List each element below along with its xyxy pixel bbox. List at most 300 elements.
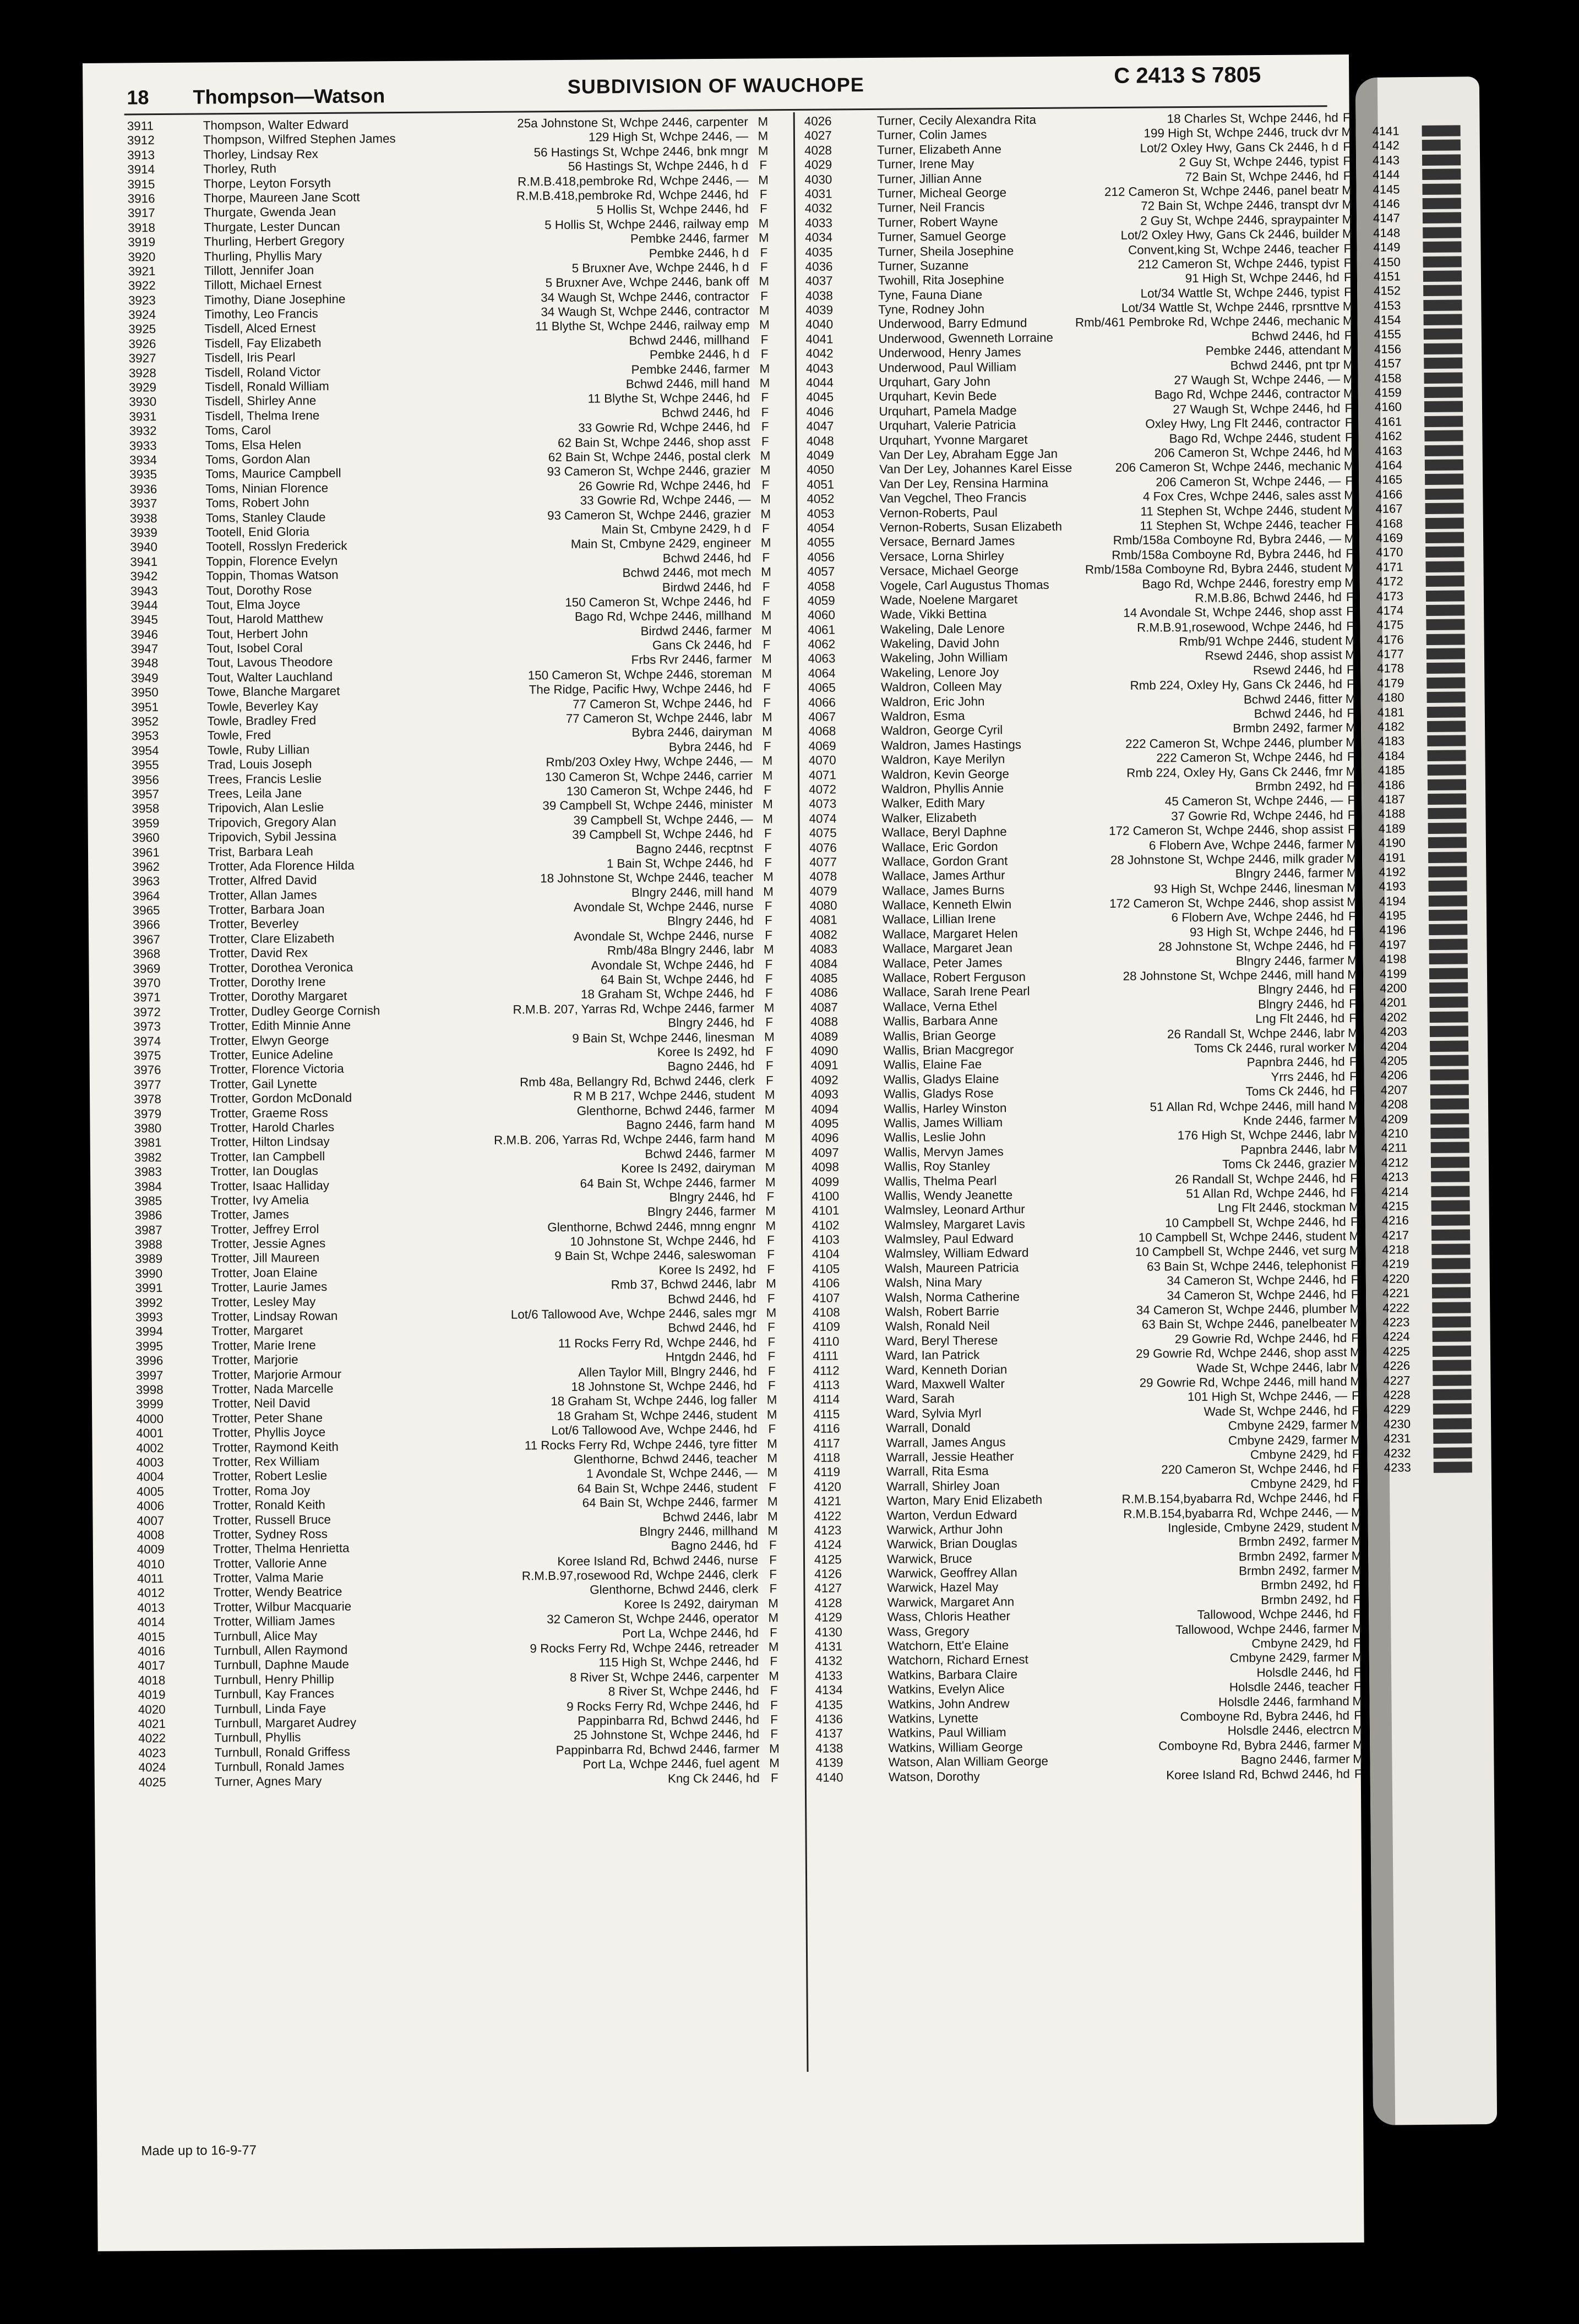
entry-address: R.M.B.154,byabarra Rd, Wchpe 2446, hd [1121, 1491, 1348, 1506]
entry-sex: M [763, 812, 774, 826]
entry-address: Bago Rd, Wchpe 2446, contractor [1154, 386, 1341, 402]
entry-sex: M [766, 1306, 777, 1320]
entry-address: 150 Cameron St, Wchpe 2446, storeman [527, 667, 752, 683]
entry-name: Van Vegchel, Theo Francis [879, 490, 1027, 506]
obscured-text [1428, 793, 1466, 805]
next-page-entry-number: 4163 [1375, 443, 1402, 458]
entry-address: Wade St, Wchpe 2446, labr [1196, 1360, 1347, 1375]
entry-address: 8 River St, Wchpe 2446, carpenter [569, 1669, 759, 1684]
obscured-text [1427, 735, 1466, 747]
entry-name: Wakeling, Dale Lenore [880, 621, 1005, 636]
entry-number: 4098 [811, 1160, 839, 1174]
entry-name: Trotter, Sydney Ross [213, 1526, 328, 1542]
next-page-entry-number: 4204 [1380, 1039, 1408, 1054]
next-page-entry-number: 4210 [1381, 1126, 1408, 1141]
entry-sex: F [760, 332, 769, 347]
entry-name: Walker, Elizabeth [881, 810, 977, 825]
entry-name: Thorpe, Leyton Forsyth [203, 176, 331, 191]
entry-sex: F [765, 957, 773, 972]
obscured-text [1423, 299, 1462, 311]
entry-address: 93 High St, Wchpe 2446, linesman [1153, 880, 1344, 896]
entry-address: Pappinbarra Rd, Bchwd 2446, hd [578, 1712, 760, 1728]
entry-sex: F [1353, 1607, 1361, 1621]
entry-name: Watson, Dorothy [888, 1769, 980, 1784]
entry-name: Warrall, Rita Esma [886, 1464, 989, 1479]
obscured-text [1433, 1447, 1472, 1459]
next-page-entry [1379, 835, 1472, 850]
entry-name: Vernon-Roberts, Susan Elizabeth [879, 519, 1063, 534]
entry-sex: M [764, 1102, 775, 1116]
entry-address: Bagno 2446, farmer [1240, 1752, 1350, 1767]
entry-address: 10 Johnstone St, Wchpe 2446, hd [570, 1233, 756, 1248]
entry-sex: M [1348, 1112, 1359, 1127]
entry-name: Tyne, Fauna Diane [878, 287, 983, 302]
next-page-entry-number: 4211 [1381, 1141, 1408, 1155]
entry-name: Waldron, Phyllis Annie [881, 781, 1004, 796]
entry-sex: M [767, 1494, 778, 1509]
entry-address: Convent,king St, Wchpe 2446, teacher [1128, 241, 1340, 257]
entry-address: Blngry 2446, hd [1258, 996, 1345, 1011]
entry-address: Comboyne Rd, Bybra 2446, hd [1180, 1708, 1350, 1724]
next-page-entry-number: 4161 [1375, 414, 1402, 429]
next-page-entry-number: 4169 [1375, 531, 1403, 545]
entry-sex: F [1348, 909, 1356, 924]
entry-sex: F [770, 1727, 778, 1741]
entry-name: Tripovich, Sybil Jessina [208, 829, 337, 844]
next-page-entry-number: 4216 [1381, 1213, 1409, 1228]
entry-name: Urquhart, Pamela Madge [879, 403, 1017, 418]
entry-number: 4085 [810, 971, 838, 985]
entry-number: 4026 [804, 114, 832, 128]
entry-sex: M [1342, 183, 1353, 197]
entry-sex: F [765, 1015, 774, 1029]
entry-name: Trotter, Jill Maureen [211, 1251, 320, 1265]
next-page-entry [1374, 254, 1467, 270]
entry-number: 4040 [805, 317, 834, 332]
next-page-entry-number: 4208 [1380, 1097, 1408, 1111]
next-page-entry-number: 4226 [1383, 1359, 1411, 1373]
entry-address: 56 Hastings St, Wchpe 2446, bnk mngr [533, 144, 749, 160]
entry-name: Trotter, Nada Marcelle [211, 1381, 334, 1396]
entry-address: Papnbra 2446, hd [1246, 1055, 1345, 1070]
entry-sex: F [1347, 750, 1355, 764]
entry-address: 9 Bain St, Wchpe 2446, linesman [572, 1030, 755, 1045]
entry-name: Urquhart, Yvonne Margaret [879, 432, 1028, 448]
next-page-entry-number: 4149 [1373, 240, 1401, 254]
entry-name: Tisdell, Roland Victor [204, 364, 321, 380]
next-page-entry-number: 4188 [1378, 806, 1406, 821]
next-page-entry-number: 4220 [1382, 1272, 1409, 1286]
entry-sex: F [1346, 662, 1354, 677]
next-page-entry [1384, 1416, 1477, 1432]
next-page-entry [1375, 428, 1468, 444]
entry-name: Toppin, Thomas Watson [206, 568, 339, 583]
entry-sex: F [769, 1480, 777, 1494]
entry-sex: F [1346, 677, 1354, 691]
page-title: SUBDIVISION OF WAUCHOPE [567, 73, 864, 98]
entry-address: 18 Graham St, Wchpe 2446, student [557, 1408, 758, 1423]
entry-number: 3947 [130, 642, 159, 656]
entries-column-left [127, 114, 794, 1790]
entry-number: 3934 [129, 453, 157, 467]
entry-address: Bchwd 2446, farmer [645, 1146, 755, 1161]
next-page-entry-number: 4143 [1372, 153, 1400, 167]
next-page-entry-number: 4227 [1383, 1373, 1411, 1388]
entry-number: 3966 [132, 918, 160, 932]
obscured-text [1433, 1360, 1471, 1372]
entry-address: Pappinbarra Rd, Bchwd 2446, farmer [556, 1742, 760, 1757]
entry-name: Ward, Ian Patrick [885, 1348, 980, 1363]
obscured-text [1424, 329, 1462, 340]
entry-number: 4111 [813, 1349, 839, 1363]
entry-sex: F [765, 1044, 774, 1059]
entry-name: Walsh, Nina Mary [885, 1275, 982, 1290]
entry-name: Walsh, Maureen Patricia [885, 1261, 1019, 1275]
entry-number: 4072 [809, 782, 837, 797]
entry-address: 63 Bain St, Wchpe 2446, panelbeater [1141, 1316, 1347, 1332]
entry-sex: F [767, 1262, 775, 1276]
entry-address: 4 Fox Cres, Wchpe 2446, sales asst [1142, 488, 1341, 504]
entry-sex: F [765, 972, 773, 986]
entry-sex: M [1349, 1243, 1360, 1258]
entry-name: Wallis, Brian Macgregor [883, 1043, 1014, 1057]
next-page-entry-number: 4209 [1381, 1111, 1408, 1126]
next-page-entry [1379, 908, 1473, 923]
entry-sex: F [763, 739, 771, 754]
entry-name: Tripovich, Alan Leslie [208, 800, 324, 815]
entry-address: 34 Cameron St, Wchpe 2446, hd [1167, 1273, 1347, 1288]
entry-address: Holsdle 2446, farmhand [1218, 1694, 1349, 1709]
entry-sex: M [765, 1117, 775, 1131]
entry-sex: M [1345, 691, 1356, 706]
entry-number: 3927 [128, 351, 156, 365]
entry-number: 4105 [812, 1262, 840, 1276]
entry-sex: F [1354, 1766, 1362, 1781]
entry-number: 3917 [127, 206, 155, 220]
next-page-entry [1373, 167, 1466, 182]
entry-number: 4047 [806, 419, 834, 434]
entry-number: 4067 [808, 710, 836, 724]
obscured-text [1427, 692, 1466, 703]
entry-sex: M [761, 565, 771, 579]
next-page-entry [1373, 211, 1467, 226]
entry-number: 4046 [806, 405, 834, 419]
entry-sex: F [1352, 1490, 1360, 1505]
entry-sex: F [770, 1712, 778, 1727]
entry-sex: M [1343, 386, 1354, 401]
entry-number: 3996 [135, 1354, 164, 1368]
entry-sex: M [763, 870, 774, 884]
entry-number: 3978 [134, 1092, 162, 1106]
entry-sex: F [1351, 1273, 1359, 1287]
entry-address: Comboyne Rd, Bybra 2446, farmer [1158, 1737, 1350, 1753]
entry-sex: F [761, 478, 770, 492]
entry-name: Turnbull, Ronald James [214, 1759, 345, 1774]
entry-number: 3942 [130, 569, 158, 583]
entry-address: Holsdle 2446, teacher [1229, 1679, 1349, 1694]
next-page-entry [1382, 1213, 1475, 1229]
entry-sex: F [760, 245, 768, 259]
entry-sex: F [767, 1291, 775, 1306]
entry-number: 4101 [812, 1203, 840, 1218]
entry-name: Ward, Maxwell Walter [885, 1377, 1005, 1392]
entry-number: 4051 [807, 477, 835, 492]
entry-sex: F [764, 783, 772, 797]
entry-sex: M [1345, 648, 1355, 662]
entry-name: Tout, Elma Joyce [206, 597, 301, 612]
entry-sex: M [759, 303, 770, 318]
entry-name: Trotter, Isaac Halliday [210, 1178, 330, 1193]
entry-sex: M [1349, 1200, 1359, 1214]
entry-address: Koree Is 2492, hd [657, 1044, 755, 1059]
entry-address: 212 Cameron St, Wchpe 2446, panel beatr [1104, 183, 1339, 199]
entry-name: Waldron, James Hastings [881, 737, 1022, 752]
entry-sex: M [767, 1524, 778, 1538]
entry-number: 4013 [137, 1600, 165, 1615]
entry-sex: F [1350, 1171, 1358, 1185]
entry-name: Watkins, Barbara Claire [887, 1667, 1018, 1682]
entry-sex: M [765, 1218, 776, 1233]
next-page-entry [1382, 1314, 1476, 1330]
entry-number: 3924 [128, 308, 156, 322]
entry-name: Warwick, Margaret Ann [887, 1595, 1015, 1610]
entry-name: Ward, Sarah [885, 1392, 955, 1406]
entry-address: Bchwd 2446, fitter [1243, 691, 1343, 706]
next-page-entry-number: 4225 [1382, 1344, 1411, 1359]
entry-number: 4086 [810, 985, 838, 1000]
entry-sex: M [768, 1596, 778, 1611]
entry-number: 4089 [810, 1029, 838, 1044]
entry-sex: M [1349, 1316, 1360, 1330]
entry-number: 3937 [129, 497, 157, 511]
entry-sex: F [767, 1349, 776, 1363]
obscured-text [1425, 445, 1463, 456]
next-page-entry [1376, 516, 1469, 531]
obscured-text [1431, 1258, 1470, 1270]
entries-column-right [804, 111, 1366, 1785]
obscured-text [1432, 1316, 1471, 1328]
entry-name: Versace, Lorna Shirley [880, 549, 1004, 564]
entry-address: 130 Cameron St, Wchpe 2446, hd [566, 783, 753, 798]
entry-address: 8 River St, Wchpe 2446, hd [608, 1683, 759, 1699]
entry-number: 4095 [811, 1116, 839, 1131]
entry-address: Bago Rd, Wchpe 2446, student [1169, 430, 1341, 445]
entry-address: Bagno 2446, recptnst [636, 841, 754, 856]
entry-name: Turner, Agnes Mary [214, 1774, 322, 1788]
next-page-entry-number: 4147 [1373, 211, 1401, 226]
entry-sex: M [1348, 1156, 1359, 1171]
entry-number: 4041 [805, 332, 834, 346]
entry-address: Pembke 2446, farmer [630, 231, 749, 246]
entry-name: Trotter, Ronald Keith [213, 1498, 325, 1513]
entry-sex: F [1344, 430, 1353, 444]
entry-address: 11 Blythe St, Wchpe 2446, railway emp [535, 318, 750, 334]
entry-name: Wakeling, Lenore Joy [880, 665, 999, 680]
entry-address: Port La, Wchpe 2446, hd [622, 1625, 759, 1640]
next-page-entry [1382, 1257, 1475, 1272]
entry-address: 64 Bain St, Wchpe 2446, farmer [580, 1175, 756, 1191]
entry-number: 3976 [133, 1063, 161, 1077]
entry-number: 3969 [133, 961, 161, 976]
entry-number: 3930 [129, 395, 157, 409]
entry-address: Birdwd 2446, farmer [640, 623, 752, 638]
next-page-entry [1374, 356, 1468, 372]
entry-sex: F [762, 579, 770, 593]
entry-sex: M [765, 1204, 776, 1218]
entry-sex: M [1350, 1360, 1361, 1374]
entry-name: Trotter, Ian Campbell [210, 1149, 325, 1164]
obscured-text [1425, 517, 1464, 529]
obscured-text [1426, 677, 1465, 689]
obscured-text [1426, 575, 1464, 587]
entry-name: Tout, Harold Matthew [206, 612, 323, 626]
entry-address: R.M.B.154,byabarra Rd, Wchpe 2446, — [1123, 1505, 1348, 1521]
entry-number: 3933 [129, 438, 157, 453]
entry-name: Trotter, Wilbur Macquarie [213, 1599, 352, 1614]
entry-address: 34 Cameron St, Wchpe 2446, hd [1167, 1287, 1347, 1302]
entry-name: Wallis, Thelma Pearl [884, 1173, 997, 1188]
entry-number: 4014 [137, 1615, 165, 1629]
entry-address: 222 Cameron St, Wchpe 2446, hd [1156, 750, 1343, 765]
next-page-entry-number: 4155 [1374, 327, 1401, 342]
entry-address: 6 Flobern Ave, Wchpe 2446, farmer [1148, 837, 1344, 853]
entry-address: 39 Campbell St, Wchpe 2446, — [573, 812, 753, 827]
entry-name: Trad, Louis Joseph [207, 757, 312, 772]
entry-name: Wallace, Margaret Jean [883, 941, 1012, 956]
entry-name: Turnbull, Phyllis [214, 1730, 301, 1745]
next-page-entry-number: 4218 [1382, 1242, 1409, 1257]
entry-name: Warrall, James Angus [886, 1434, 1006, 1450]
entry-sex: M [759, 376, 770, 390]
entry-sex: F [1353, 1679, 1362, 1694]
obscured-text [1426, 648, 1465, 659]
entry-number: 4128 [814, 1596, 842, 1610]
obscured-text [1425, 459, 1463, 471]
entry-address: Toms Ck 2446, rural worker [1194, 1040, 1345, 1055]
entry-address: 25a Johnstone St, Wchpe 2446, carpenter [517, 114, 748, 130]
entry-address: 51 Allan Rd, Wchpe 2446, mill hand [1150, 1098, 1346, 1114]
entry-number: 4062 [808, 637, 836, 651]
entry-number: 4094 [811, 1102, 839, 1116]
entry-number: 4073 [809, 797, 837, 811]
entry-name: Tout, Isobel Coral [206, 641, 303, 656]
obscured-text [1424, 386, 1463, 398]
next-page-entry-number: 4230 [1384, 1417, 1411, 1431]
entry-address: Bchwd 2446, hd [668, 1291, 756, 1306]
entry-address: R.M.B.418,pembroke Rd, Wchpe 2446, hd [516, 187, 749, 203]
entry-sex: F [763, 681, 771, 695]
entry-sex: M [761, 623, 772, 637]
entry-sex: F [1345, 473, 1353, 488]
entry-address: Blngry 2446, farmer [1235, 953, 1344, 968]
next-page-entry-number: 4150 [1373, 254, 1401, 269]
entry-address: 130 Cameron St, Wchpe 2446, carrier [545, 768, 753, 784]
entry-sex: F [1346, 590, 1354, 604]
entry-sex: F [1349, 1069, 1357, 1083]
next-page-entry-number: 4164 [1375, 458, 1402, 472]
entry-number: 4140 [815, 1770, 843, 1785]
entry-sex: M [767, 1436, 777, 1450]
entry-sex: M [763, 884, 774, 899]
obscured-text [1431, 1186, 1469, 1197]
entry-number: 3961 [132, 845, 160, 859]
entry-name: Turner, Elizabeth Anne [877, 142, 1001, 157]
entry-name: Turner, Colin James [876, 127, 987, 143]
entry-sex: M [1342, 212, 1353, 226]
entry-number: 3928 [128, 365, 156, 380]
entry-name: Trotter, Peter Shane [212, 1410, 323, 1426]
entry-sex: M [758, 144, 769, 158]
entry-sex: M [764, 1001, 775, 1015]
entry-name: Toppin, Florence Evelyn [206, 553, 338, 569]
entry-name: Van Der Ley, Abraham Egge Jan [879, 446, 1058, 462]
entry-sex: M [767, 1451, 778, 1465]
entry-number: 4036 [805, 259, 833, 274]
entry-address: 222 Cameron St, Wchpe 2446, plumber [1125, 735, 1343, 751]
next-page-entry-number: 4231 [1384, 1431, 1411, 1445]
entry-number: 4064 [808, 666, 836, 680]
entry-name: Turner, Micheal George [877, 186, 1007, 200]
entry-name: Thurgate, Lester Duncan [203, 219, 340, 234]
obscured-text [1429, 881, 1467, 892]
entry-address: Toms Ck 2446, hd [1245, 1084, 1346, 1099]
entry-sex: F [1352, 1461, 1360, 1476]
entry-number: 4028 [804, 143, 832, 157]
entry-sex: M [1348, 1127, 1359, 1142]
entry-number: 4134 [815, 1683, 843, 1697]
entry-sex: M [761, 652, 772, 666]
next-page-entry [1384, 1431, 1477, 1446]
next-page-entry-number: 4171 [1376, 560, 1403, 574]
entry-address: 63 Bain St, Wchpe 2446, telephonist [1146, 1258, 1347, 1274]
entry-number: 3916 [127, 192, 155, 206]
obscured-text [1429, 997, 1468, 1008]
entry-number: 4050 [807, 462, 835, 477]
next-page-entry [1380, 980, 1473, 996]
entry-address: 10 Campbell St, Wchpe 2446, student [1138, 1229, 1347, 1245]
entry-name: Wass, Gregory [887, 1624, 970, 1639]
entry-address: 39 Campbell St, Wchpe 2446, minister [542, 797, 753, 813]
entry-sex: M [759, 274, 770, 288]
entry-name: Urquhart, Valerie Patricia [879, 418, 1016, 433]
entry-name: Thurling, Herbert Gregory [204, 233, 345, 249]
next-page-entry-number: 4148 [1373, 226, 1401, 240]
entry-sex: M [1349, 1229, 1360, 1243]
entry-name: Underwood, Paul William [878, 359, 1017, 375]
next-page-entry-number: 4162 [1375, 429, 1402, 443]
entry-address: Koree Is 2492, hd [658, 1262, 756, 1277]
next-page-entry [1379, 821, 1472, 836]
entry-sex: M [1346, 721, 1356, 735]
obscured-text [1430, 1127, 1469, 1139]
next-page-entry-number: 4194 [1379, 894, 1406, 908]
next-page-entry-number: 4166 [1375, 487, 1403, 501]
entry-sex: M [768, 1611, 779, 1625]
entry-number: 3995 [135, 1339, 164, 1354]
entry-address: Frbs Rvr 2446, farmer [631, 652, 752, 667]
next-page-entry [1377, 719, 1471, 734]
entry-address: 27 Waugh St, Wchpe 2446, — [1174, 372, 1341, 388]
entry-address: Main St, Cmbyne 2429, engineer [570, 536, 752, 552]
entry-number: 3948 [130, 656, 159, 670]
entry-address: Cmbyne 2429, hd [1251, 1636, 1349, 1651]
entry-address: Rmb/48a Blngry 2446, labr [607, 942, 754, 958]
entry-name: Trotter, Dorothea Veronica [209, 960, 353, 975]
entry-number: 3935 [129, 467, 157, 482]
next-page-entry-number: 4223 [1382, 1315, 1410, 1329]
entry-address: Yrrs 2446, hd [1271, 1069, 1345, 1084]
next-page-entry [1374, 312, 1468, 328]
